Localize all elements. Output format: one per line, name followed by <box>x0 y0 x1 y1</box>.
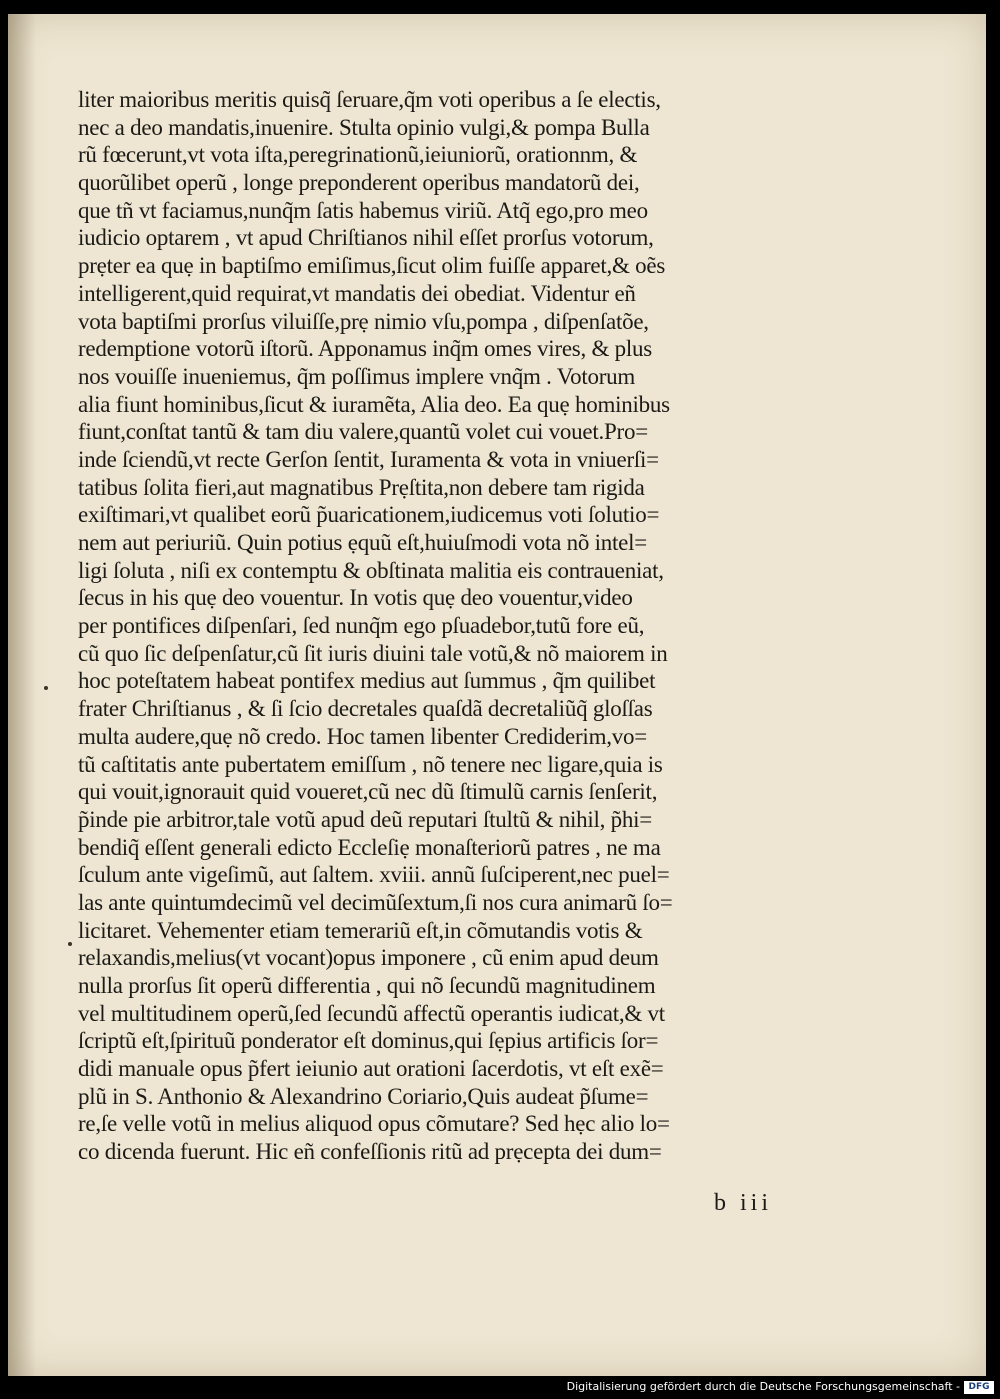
dfg-logo: DFG <box>964 1381 994 1394</box>
book-page <box>8 14 986 1376</box>
text-line: las ante quintumdecimũ vel decimũſextum,ſi nos cura animarũ ſo= <box>78 889 673 915</box>
text-line: tatibus ſolita fieri,aut magnatibus Prẹſtita,non debere tam rigida <box>78 474 645 500</box>
text-line: plũ in S. Anthonio & Alexandrino Coriario,Quis audeat p̃ſume= <box>78 1083 649 1109</box>
text-line: p̃inde pie arbitror,tale votũ apud deũ reputari ſtultũ & nihil, p̃hi= <box>78 806 652 832</box>
text-line: liter maioribus meritis quisq̃ ſeruare,q̃m voti operibus a ſe electis, <box>78 87 661 112</box>
text-line: per pontifices diſpenſari, ſed nunq̃m ego pſuadebor,tutũ fore eũ, <box>78 613 645 639</box>
text-line: cũ quo ſic deſpenſatur,cũ ſit iuris diuini tale votũ,& nõ maiorem in <box>78 640 668 666</box>
text-line: vel multitudinem operũ,ſed ſecundũ affectũ operantis iudicat,& vt <box>78 1000 665 1026</box>
text-line: inde ſciendũ,vt recte Gerſon ſentit, Iuramenta & vota in vniuerſi= <box>78 446 659 472</box>
text-line: tũ caſtitatis ante pubertatem emiſſum , nõ tenere nec ligare,quia is <box>78 751 663 777</box>
text-line: rũ fœcerunt,vt vota iſta,peregrinationũ,ieiuniorũ, orationnm, & <box>78 142 638 168</box>
text-line: relaxandis,melius(vt vocant)opus imponere , cũ enim apud deum <box>78 945 659 971</box>
text-line: quorũlibet operũ , longe preponderent operibus mandatorũ dei, <box>78 170 640 196</box>
text-line: multa audere,quẹ nõ credo. Hoc tamen libenter Crediderim,vo= <box>78 723 647 749</box>
text-line: nulla prorſus ſit operũ differentia , qui nõ ſecundũ magnitudinem <box>78 973 656 998</box>
text-line: iudicio optarem , vt apud Chriſtianos nihil eſſet prorſus votorum, <box>78 225 654 251</box>
text-line: nem aut periuriũ. Quin potius ẹquũ eſt,huiuſmodi vota nõ intel= <box>78 530 647 555</box>
text-line: bendiq̃ eſſent generali edicto Eccleſiẹ monaſteriorũ patres , ne ma <box>78 834 661 860</box>
text-line: didi manuale opus p̃fert ieiunio aut orationi ſacerdotis, vt eſt exẽ= <box>78 1056 664 1082</box>
text-line: hoc poteſtatem habeat pontifex medius aut ſummus , q̃m quilibet <box>78 668 656 694</box>
text-line: prẹter ea quẹ in baptiſmo emiſimus,ſicut olim fuiſſe apparet,& oẽs <box>78 253 666 279</box>
text-line: intelligerent,quid requirat,vt mandatis dei obediat. Videntur eñ <box>78 280 636 306</box>
text-line: ſcriptũ eſt,ſpirituũ ponderator eſt dominus,qui ſẹpius artificis ſor= <box>78 1028 659 1054</box>
text-line: ſecus in his quẹ deo vouentur. In votis quẹ deo vouentur,video <box>78 585 633 611</box>
text-line: licitaret. Vehementer etiam temerariũ eſt,in cõmutandis votis & <box>78 917 643 943</box>
text-line: nec a deo mandatis,inuenire. Stulta opinio vulgi,& pompa Bulla <box>78 114 650 140</box>
text-line: vota baptiſmi prorſus viluiſſe,prẹ nimio vſu,pompa , diſpenſatõe, <box>78 308 649 334</box>
text-line: redemptione votorũ iſtorũ. Apponamus inq̃m omes vires, & plus <box>78 336 652 362</box>
signature-mark: b iii <box>714 1190 773 1216</box>
margin-mark <box>68 942 72 946</box>
footer-bar <box>0 1376 1000 1399</box>
text-line: co dicenda fuerunt. Hic eñ confeſſionis ritũ ad prẹcepta dei dum= <box>78 1139 662 1165</box>
text-line: nos vouiſſe inueniemus, q̃m poſſimus implere vnq̃m . Votorum <box>78 363 636 389</box>
text-line: qui vouit,ignorauit quid voueret,cũ nec dũ ſtimulũ carnis ſenſerit, <box>78 779 658 805</box>
text-line: ſculum ante vigeſimũ, aut ſaltem. xviii. annũ ſuſciperent,nec puel= <box>78 862 670 888</box>
margin-mark <box>44 686 48 690</box>
funding-notice: Digitalisierung gefördert durch die Deutsche Forschungsgemeinschaft - <box>566 1380 960 1393</box>
page-gutter-shadow <box>8 14 36 1376</box>
text-line: ligi ſoluta , niſi ex contemptu & obſtinata malitia eis contraueniat, <box>78 557 664 583</box>
text-line: alia fiunt hominibus,ſicut & iuramẽta, Alia deo. Ea quẹ hominibus <box>78 391 670 417</box>
text-line: re,ſe velle votũ in melius aliquod opus cõmutare? Sed hẹc alio lo= <box>78 1111 670 1137</box>
text-line: frater Chriſtianus , & ſi ſcio decretales quaſdã decretaliũq̃ gloſſas <box>78 696 653 722</box>
text-line: exiſtimari,vt qualibet eorũ p̃uaricationem,iudicemus voti ſolutio= <box>78 502 660 528</box>
text-line: que tñ vt faciamus,nunq̃m ſatis habemus viriũ. Atq̃ ego,pro meo <box>78 197 648 223</box>
body-text <box>78 86 838 1166</box>
text-line: fiunt,conſtat tantũ & tam diu valere,quantũ volet cui vouet.Pro= <box>78 419 648 445</box>
